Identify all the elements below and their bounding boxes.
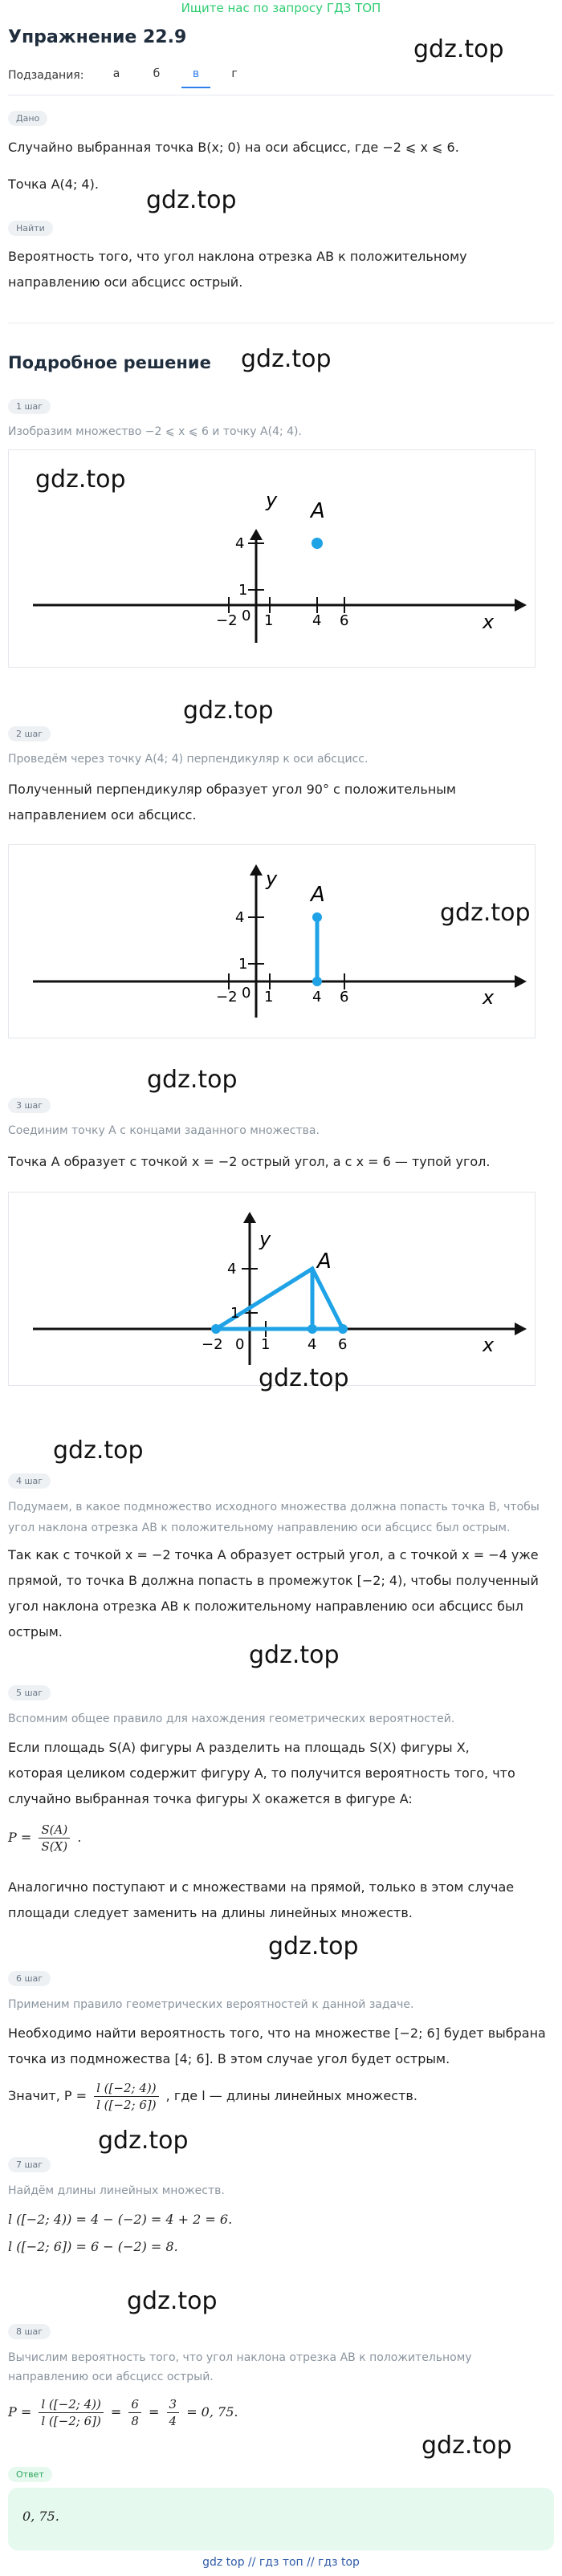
tick-label: 4 xyxy=(312,612,322,629)
step-text-2: направлению оси абсцисс острый. xyxy=(8,2371,214,2383)
x-axis-label: x xyxy=(483,611,495,633)
x-axis-arrow xyxy=(515,599,527,611)
step-text: Найдём длины линейных множеств. xyxy=(8,2184,225,2197)
step-p2: которая целиком содержит фигуру A, то получится вероятность того, что xyxy=(8,1765,515,1781)
step-p1: Точка A образует с точкой x = −2 острый угол, а с x = 6 — тупой угол. xyxy=(8,1154,491,1169)
svg-text:4: 4 xyxy=(312,989,322,1006)
tick-label: 1 xyxy=(238,582,248,599)
graph-frame-3 xyxy=(8,1192,536,1386)
step-text: Вычислим вероятность того, что угол наклона отрезка AB к положительному xyxy=(8,2351,472,2364)
step-chip: 7 шаг xyxy=(8,2157,51,2172)
y-axis-label: y xyxy=(266,489,278,511)
step-chip: 4 шаг xyxy=(8,1473,51,1489)
watermark: gdz.top xyxy=(98,2127,189,2155)
step-text: Соединим точку A с концами заданного множества. xyxy=(8,1124,320,1137)
answer-box xyxy=(8,2488,554,2550)
svg-text:4: 4 xyxy=(307,1336,317,1353)
svg-text:y: y xyxy=(266,867,278,890)
step-p3: случайно выбранная точка фигуры X окажется в фигуре A: xyxy=(8,1791,413,1806)
step-p1: Если площадь S(A) фигуры A разделить на площадь S(X) фигуры X, xyxy=(8,1740,470,1755)
coordinate-graph xyxy=(9,1193,535,1385)
svg-text:−2: −2 xyxy=(202,1336,223,1353)
watermark: gdz.top xyxy=(53,1436,144,1465)
watermark: gdz.top xyxy=(127,2287,218,2315)
page-title: Упражнение 22.9 xyxy=(8,27,187,47)
find-line-2: направлению оси абсцисс острый. xyxy=(8,274,243,290)
svg-text:4: 4 xyxy=(235,909,245,926)
watermark: gdz.top xyxy=(146,186,237,214)
svg-text:1: 1 xyxy=(238,956,248,973)
find-line-1: Вероятность того, что угол наклона отрезка AB к положительному xyxy=(8,249,467,264)
watermark: gdz.top xyxy=(259,1364,349,1392)
svg-text:y: y xyxy=(259,1228,271,1250)
watermark: gdz.top xyxy=(35,465,126,494)
svg-text:6: 6 xyxy=(340,989,349,1006)
step-text: Подумаем, в какое подмножество исходного множества должна попасть точка B, чтобы xyxy=(8,1501,540,1514)
answer-value: 0, 75. xyxy=(22,2509,59,2524)
tab-v[interactable]: в xyxy=(181,67,210,88)
svg-text:1: 1 xyxy=(230,1305,240,1322)
svg-text:0: 0 xyxy=(242,985,251,1002)
tick-label: 1 xyxy=(264,612,274,629)
watermark: gdz.top xyxy=(413,35,504,63)
svg-text:0: 0 xyxy=(235,1336,245,1353)
footer-links[interactable]: gdz top // гдз топ // гдз top xyxy=(202,2556,360,2569)
given-line-1: Случайно выбранная точка B(x; 0) на оси абсцисс, где −2 ⩽ x ⩽ 6. xyxy=(8,140,459,155)
watermark: gdz.top xyxy=(268,1932,359,1960)
watermark: gdz.top xyxy=(249,1641,340,1669)
tab-g[interactable]: г xyxy=(231,67,238,80)
tick-label: 0 xyxy=(242,607,251,624)
watermark: gdz.top xyxy=(241,345,332,373)
svg-text:1: 1 xyxy=(261,1336,271,1353)
formula: P = $\frac{l ([-2; 4))}{l ([-2; 6])}$ = $\frac{6}{8}$ = $\frac{3}{4}$ = 0, 75. xyxy=(8,2397,238,2428)
given-chip: Дано xyxy=(8,111,47,126)
tab-b[interactable]: б xyxy=(153,67,161,80)
watermark: gdz.top xyxy=(440,899,531,927)
svg-text:−2: −2 xyxy=(216,989,238,1006)
tick-label: 6 xyxy=(340,612,349,629)
step-p2: прямой, то точка B должна попасть в промежуток [−2; 4), чтобы полученный xyxy=(8,1573,539,1588)
tick-label: 4 xyxy=(235,535,245,552)
step-text: Проведём через точку A(4; 4) перпендикуляр к оси абсцисс. xyxy=(8,753,369,766)
step-text: Применим правило геометрических вероятностей к данной задаче. xyxy=(8,1998,414,2011)
svg-text:A: A xyxy=(317,1249,332,1274)
step-p5: площади следует заменить на длины линейных множеств. xyxy=(8,1905,413,1920)
step-p4: Аналогично поступают и с множествами на прямой, только в этом случае xyxy=(8,1879,515,1895)
point-a xyxy=(312,538,323,549)
step-p1: Так как с точкой x = −2 точка A образует острый угол, а с точкой x = −4 уже xyxy=(8,1547,539,1562)
step-text-2: угол наклона отрезка AB к положительному направлению оси абсцисс был острым. xyxy=(8,1522,511,1534)
svg-text:4: 4 xyxy=(227,1261,237,1278)
tick-label: −2 xyxy=(216,612,238,629)
answer-chip: Ответ xyxy=(8,2467,52,2482)
svg-text:1: 1 xyxy=(264,989,274,1006)
step-p1: Полученный перпендикуляр образует угол 90° с положительным xyxy=(8,782,456,797)
coordinate-graph xyxy=(9,845,535,1038)
step-p2: направлением оси абсцисс. xyxy=(8,807,197,823)
watermark: gdz.top xyxy=(147,1066,238,1094)
top-banner[interactable]: Ищите нас по запросу ГДЗ ТОП xyxy=(181,1,381,15)
step-p3: угол наклона отрезка AB к положительному направлению оси абсцисс был xyxy=(8,1599,523,1614)
formula: Значит, P = $\frac{l ([-2; 4))}{l ([-2; 6])}$ , где l — длины линейных множеств. xyxy=(8,2081,417,2112)
point-label: A xyxy=(311,499,325,523)
step-p2: l ([−2; 6]) = 6 − (−2) = 8. xyxy=(8,2239,178,2254)
step-p1: Необходимо найти вероятность того, что на множестве [−2; 6] будет выбрана xyxy=(8,2025,546,2041)
step-chip: 6 шаг xyxy=(8,1971,51,1986)
solution-title: Подробное решение xyxy=(8,353,211,372)
find-chip: Найти xyxy=(8,221,53,236)
step-text: Изобразим множество −2 ⩽ x ⩽ 6 и точку A(4; 4). xyxy=(8,425,302,438)
watermark: gdz.top xyxy=(183,697,274,725)
subtasks-label: Подзадания: xyxy=(8,69,84,82)
step-p1: l ([−2; 4)) = 4 − (−2) = 4 + 2 = 6. xyxy=(8,2212,233,2227)
watermark: gdz.top xyxy=(422,2432,512,2460)
svg-text:6: 6 xyxy=(338,1336,348,1353)
step-p4: острым. xyxy=(8,1624,63,1639)
graph-frame-2 xyxy=(8,844,536,1038)
step-chip: 3 шаг xyxy=(8,1098,51,1113)
step-chip: 8 шаг xyxy=(8,2324,51,2339)
svg-text:x: x xyxy=(483,986,495,1009)
svg-text:x: x xyxy=(483,1334,495,1356)
step-text: Вспомним общее правило для нахождения геометрических вероятностей. xyxy=(8,1713,455,1725)
step-p2: точка из подмножества [4; 6]. В этом случае угол будет острым. xyxy=(8,2051,450,2066)
formula: P = $\frac{S(A)}{S(X)}$ . xyxy=(8,1822,82,1854)
y-axis-arrow xyxy=(250,529,263,540)
given-line-2: Точка A(4; 4). xyxy=(8,177,99,192)
svg-text:A: A xyxy=(311,883,325,907)
step-chip: 1 шаг xyxy=(8,399,51,414)
step-chip: 5 шаг xyxy=(8,1685,51,1700)
tab-a[interactable]: а xyxy=(112,67,120,80)
step-chip: 2 шаг xyxy=(8,726,51,742)
